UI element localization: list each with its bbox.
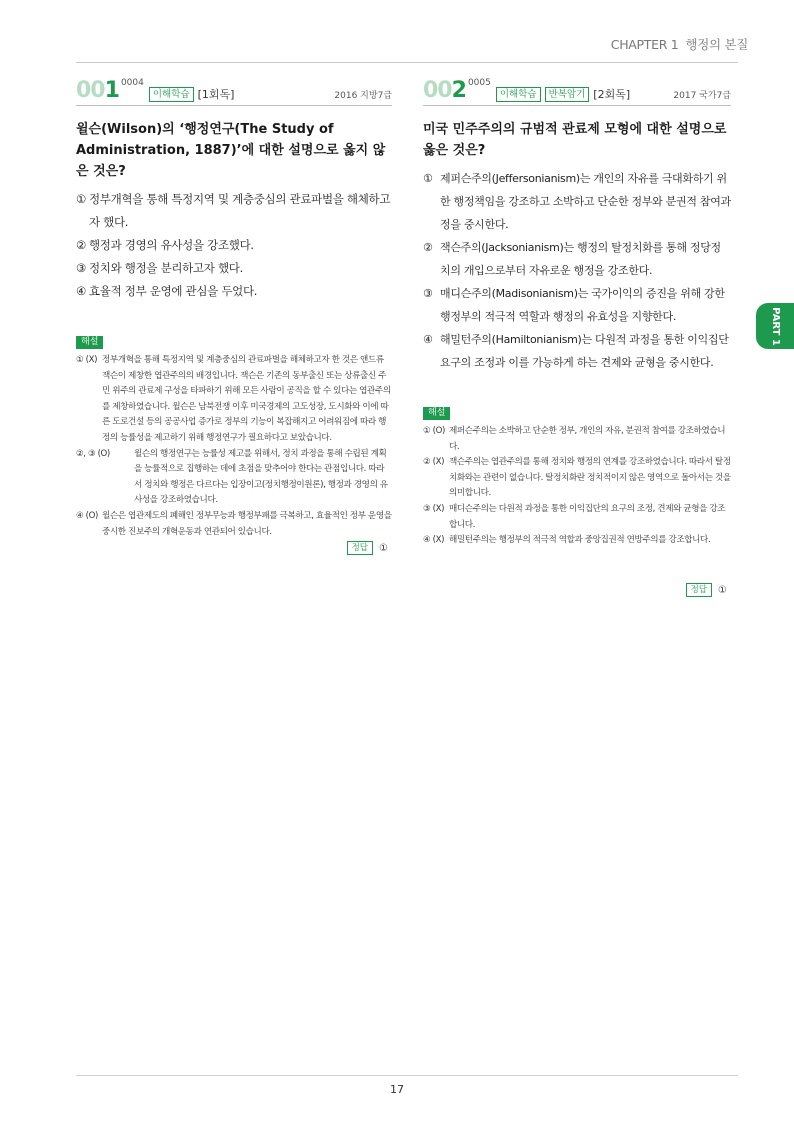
option-mark: ③ (76, 261, 87, 275)
explanation-item: ④ (X) 해밀턴주의는 행정부의 적극적 역할과 중앙집권적 연방주의를 강조합니다. (423, 535, 711, 546)
question-text: 윌슨(Wilson)의 ‘행정연구(The Study of Administration, 1887)’에 대한 설명으로 옳지 않은 것은? (76, 122, 386, 179)
question-001 (76, 78, 392, 554)
tag-repeat: 반복암기 (545, 87, 590, 102)
question-sub-number: 0005 (467, 78, 491, 88)
part-tab[interactable] (756, 303, 794, 349)
chapter-topic: 행정의 본질 (685, 37, 748, 52)
option-4 (423, 328, 731, 374)
explanation-item: ① (X) 정부개혁을 통해 특정지역 및 계층중심의 관료파벌을 해체하고자 한 것은 앤드류 잭슨이 제창한 엽관주의의 배경입니다. 잭슨은 기존의 동부출신 또는 상류출신 주민 위주의 관료제 구성을 타파하기 위해 모든 사람이 공직을 할 수 있다는 엽관주의를 제창하였습니다. 윌슨은 남북전쟁 이후 미국경제의 고도성장, 도시화와 이에 따른 도로건설 등의 공공사업 증가로 정부의 기능이 복잡해지고 어려워짐에 따라 행정의 능률성을 제고하기 위해 행정연구가 필요하다고 보았습니다. (76, 355, 391, 443)
part-tab-label: PART 1 (769, 306, 781, 346)
review-round: [1회독] (197, 88, 235, 101)
question-header (423, 78, 731, 106)
explanation-item: ② (X) 잭슨주의는 엽관주의를 통해 정치와 행정의 연계를 강조하였습니다. 따라서 탈정치화와는 관련이 없습니다. 탈정치화란 정치적이지 않은 영역으로 돌아서는 것을 의미합니다. (423, 457, 731, 499)
answer-badge: 정답 (686, 583, 712, 597)
exam-source: 2016 지방7급 (334, 91, 392, 101)
tag-understanding: 이해학습 (496, 87, 541, 102)
option-list (423, 167, 731, 374)
explanation-item: ②, ③ (O) 윌슨의 행정연구는 능률성 제고를 위해서, 정치 과정을 통해 수립된 계획을 능률적으로 집행하는 데에 초점을 맞추어야 한다는 관점입니다. 따라서 정치와 행정은 다르다는 입장이고(정치행정이원론), 행정과 경영의 유사성을 강조하였습니다. (76, 448, 388, 506)
option-text: 정부개혁을 통해 특정지역 및 계층중심의 관료파벌을 해체하고자 했다. (89, 192, 391, 229)
question-002 (423, 78, 731, 596)
answer-value: ① (379, 542, 388, 554)
explanation-item: ① (O) 제퍼슨주의는 소박하고 단순한 정부, 개인의 자유, 분권적 참여를 강조하였습니다. (423, 426, 726, 452)
chapter-header (611, 35, 748, 53)
answer-value: ① (718, 584, 727, 596)
explanation-list (76, 353, 392, 540)
option-2 (423, 236, 731, 282)
header-divider (76, 62, 738, 63)
option-mark: ③ (423, 287, 433, 300)
chapter-label: CHAPTER 1 (610, 37, 679, 52)
review-round: [2회독] (593, 88, 631, 101)
question-number: 002 (423, 78, 466, 103)
option-3 (76, 257, 392, 280)
question-number: 001 (76, 78, 119, 103)
explanation-item: ④ (O) 윌슨은 엽관제도의 폐해인 정부무능과 행정부패를 극복하고, 효율적인 정부 운영을 중시한 진보주의 개혁운동과 연관되어 있습니다. (76, 510, 392, 537)
explanation-badge: 해설 (423, 407, 450, 420)
option-text: 잭슨주의(Jacksonianism)는 행정의 탈정치화를 통해 정당정치의 개입으로부터 자유로운 행정을 강조한다. (440, 241, 721, 277)
option-4 (76, 280, 392, 303)
option-1 (423, 167, 731, 236)
explanation-badge: 해설 (76, 336, 103, 349)
footer-divider (76, 1075, 738, 1076)
option-mark: ① (76, 192, 87, 206)
option-mark: ① (423, 172, 433, 185)
tag-understanding: 이해학습 (149, 87, 194, 102)
option-text: 정치와 행정을 분리하고자 했다. (89, 261, 243, 275)
option-mark: ④ (76, 284, 87, 298)
option-1 (76, 188, 392, 234)
explanation-list (423, 424, 731, 549)
option-mark: ④ (423, 333, 433, 346)
exam-source: 2017 국가7급 (673, 91, 731, 101)
option-mark: ② (76, 238, 87, 252)
option-text: 효율적 정부 운영에 관심을 두었다. (89, 284, 258, 298)
question-sub-number: 0004 (120, 78, 144, 88)
page-number: 17 (390, 1083, 404, 1096)
question-text: 미국 민주주의의 규범적 관료제 모형에 대한 설명으로 옳은 것은? (423, 122, 727, 158)
option-mark: ② (423, 241, 433, 254)
answer-badge: 정답 (347, 541, 373, 555)
answer-box (686, 583, 727, 597)
answer-box (347, 541, 388, 555)
option-text: 해밀턴주의(Hamiltonianism)는 다원적 과정을 통한 이익집단 요구의 조정과 이를 가능하게 하는 견제와 균형을 중시한다. (440, 333, 729, 369)
option-3 (423, 282, 731, 328)
option-2 (76, 234, 392, 257)
option-text: 행정과 경영의 유사성을 강조했다. (89, 238, 254, 252)
explanation-item: ③ (X) 매디슨주의는 다원적 과정을 통한 이익집단의 요구의 조정, 견제와 균형을 강조합니다. (423, 503, 726, 530)
question-header (76, 78, 392, 106)
option-list (76, 188, 392, 303)
option-text: 매디슨주의(Madisonianism)는 국가이익의 증진을 위해 강한 행정부의 적극적 역할과 행정의 유효성을 지향한다. (440, 287, 725, 323)
option-text: 제퍼슨주의(Jeffersonianism)는 개인의 자유를 극대화하기 위한 행정책임을 강조하고 소박하고 단순한 정부와 분권적 참여과정을 중시한다. (440, 172, 731, 231)
